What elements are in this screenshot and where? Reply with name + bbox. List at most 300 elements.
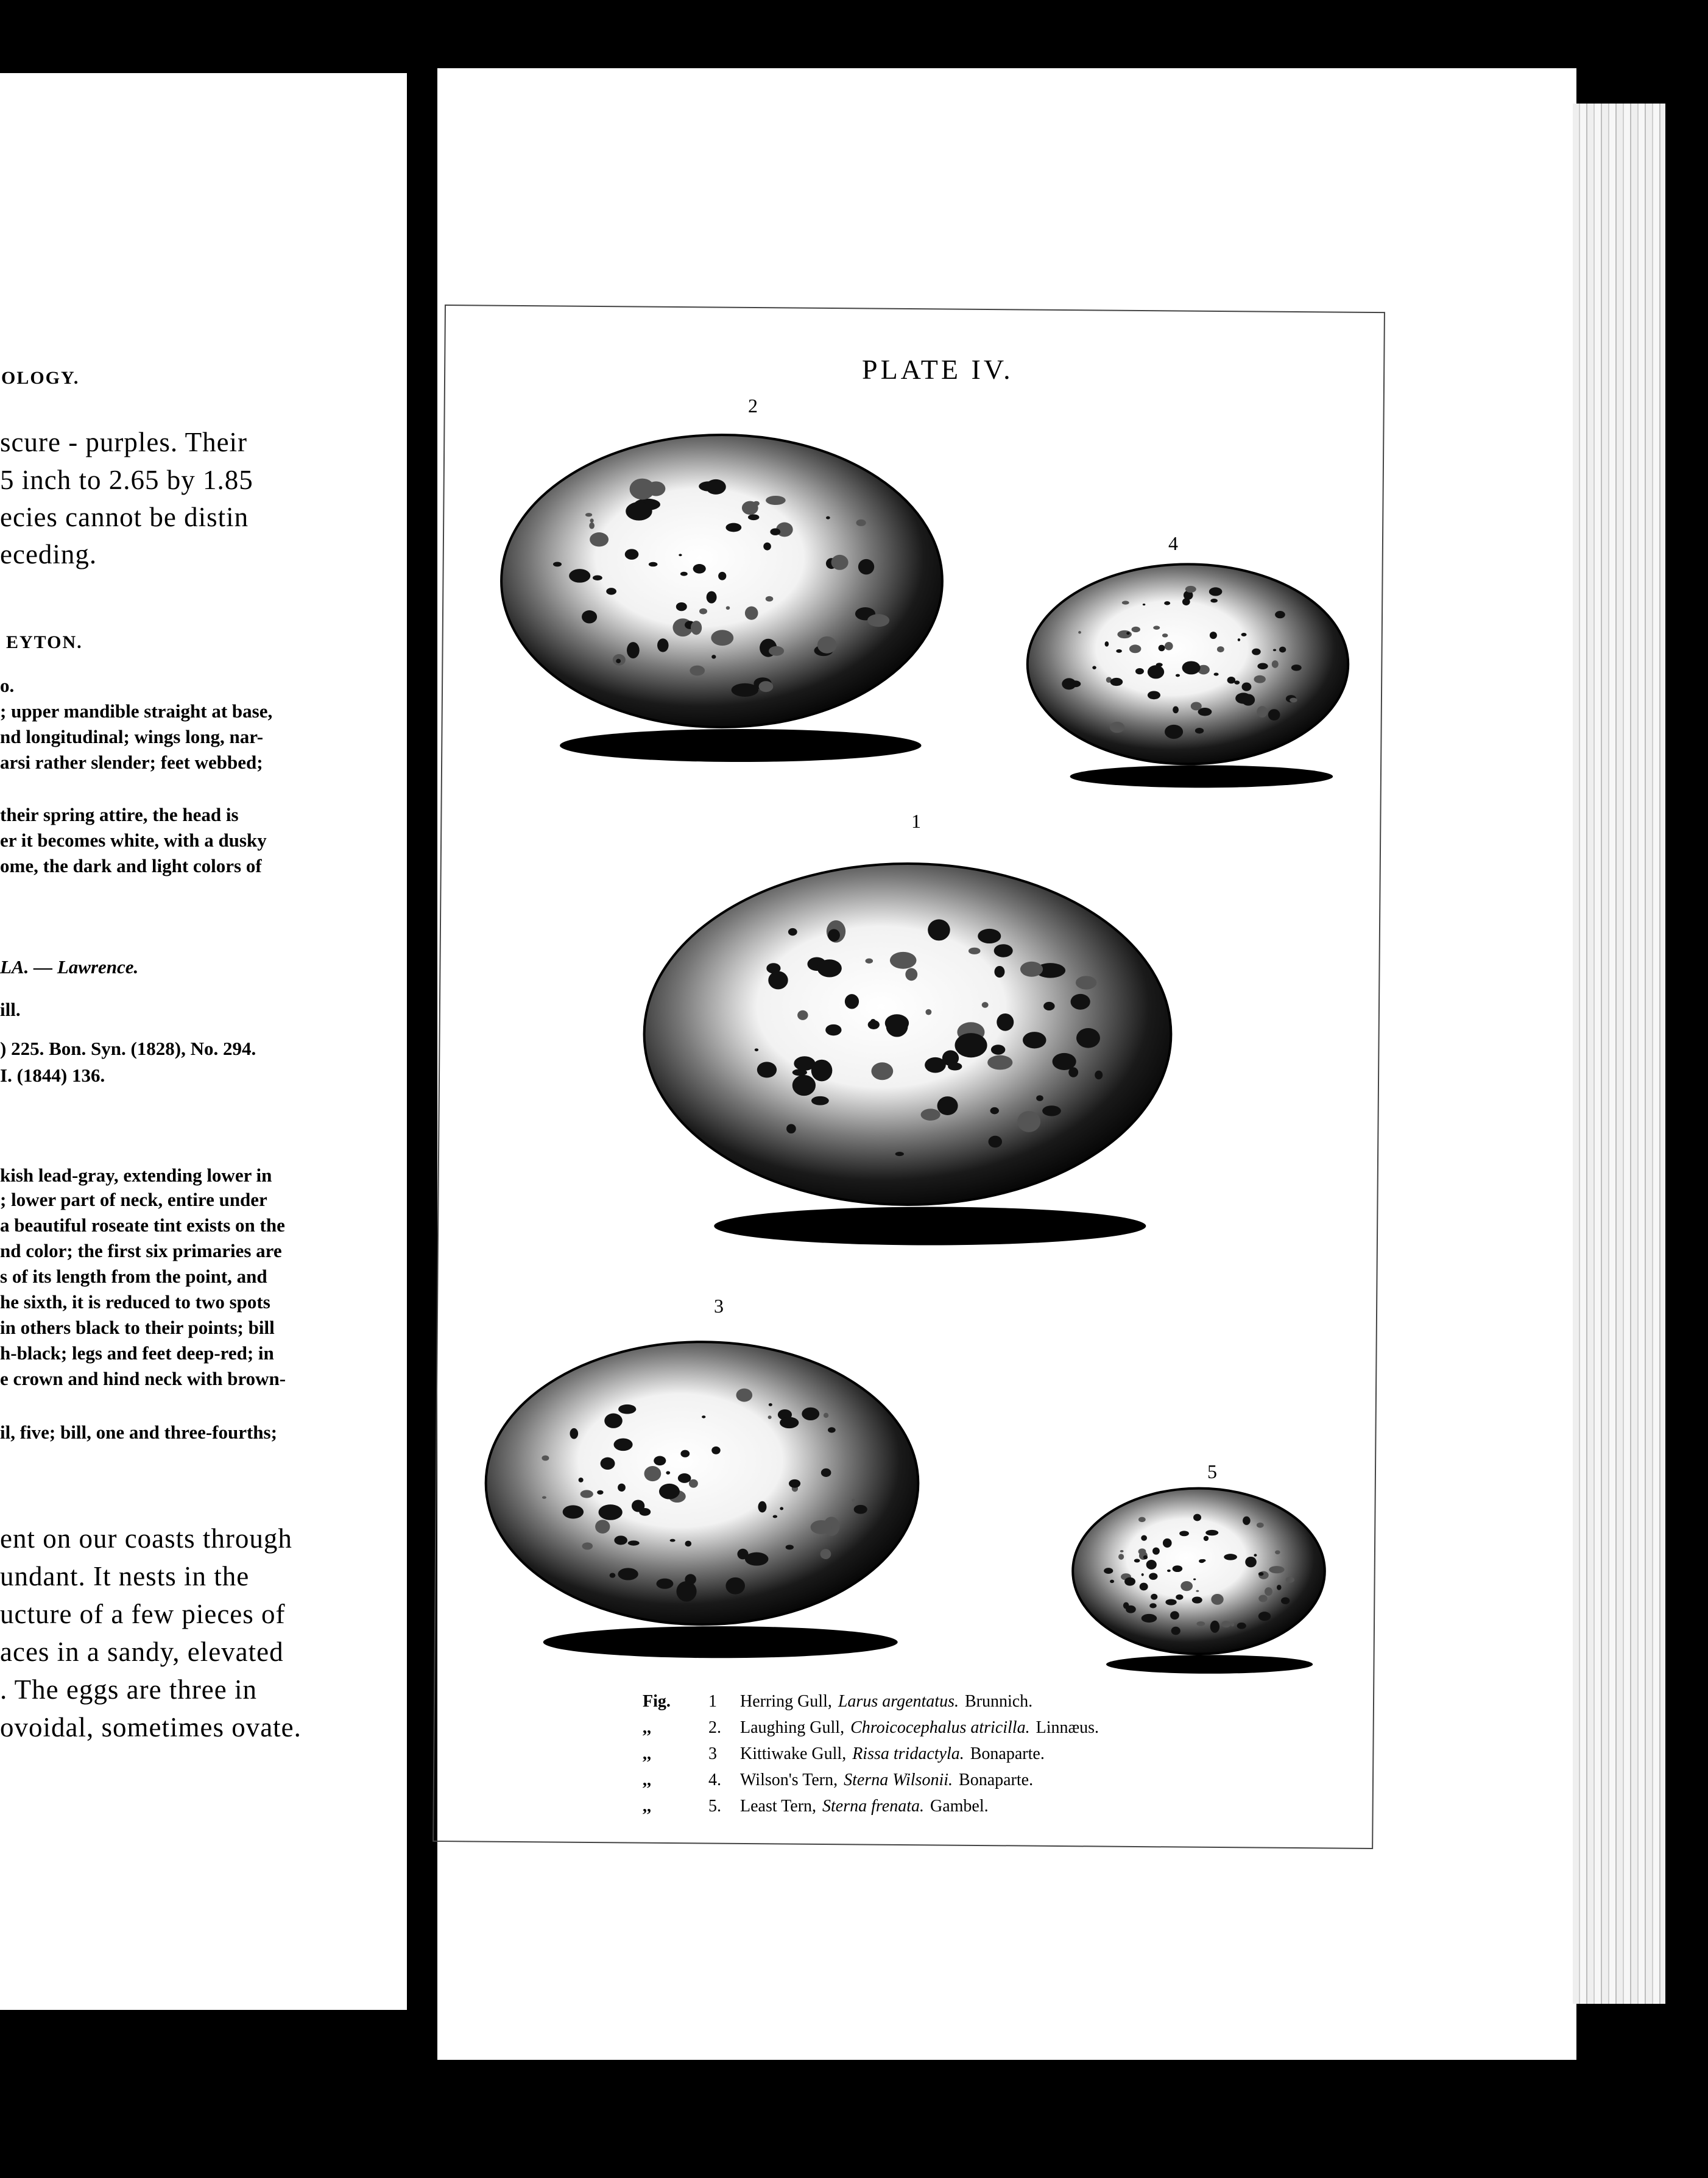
egg-speckle [1221,1621,1231,1627]
text-line: s of its length from the point, and [0,1266,267,1287]
egg-speckle [1143,604,1146,605]
text-line: il, five; bill, one and three-fourths; [0,1422,277,1443]
egg-speckle [1104,1568,1113,1574]
egg-speckle [670,1539,676,1542]
text-line: kish lead-gray, extending lower in [0,1165,272,1186]
egg-speckle [797,1010,808,1020]
egg-speckle [618,1568,638,1580]
egg-speckle [1241,682,1251,691]
egg-number: 5 [1207,1461,1217,1482]
egg-speckle [569,569,590,583]
egg-speckle [693,564,706,574]
caption-author: Brunnich. [964,1692,1033,1711]
egg-speckle [601,1457,615,1470]
egg-number: 3 [714,1295,724,1317]
egg-speckle [955,1033,987,1057]
egg-speckle [1143,1556,1148,1560]
egg-speckle [581,1490,593,1498]
egg-speckle [597,1490,603,1495]
species-common-name: ill. [0,999,21,1020]
text-line: ; lower part of neck, entire under [0,1189,267,1210]
egg-speckle [757,1062,777,1077]
egg-speckle [606,588,616,594]
egg-speckle [1165,1599,1176,1605]
egg-speckle [817,636,837,654]
egg-speckle [1171,1627,1180,1635]
egg-speckle [1126,632,1130,635]
egg-speckle [1279,647,1286,653]
text-line: arsi rather slender; feet webbed; [0,752,263,773]
egg-speckle [1153,626,1160,630]
egg-speckle [766,496,786,505]
egg-speckle [1217,646,1224,652]
egg-speckle [780,1507,783,1510]
egg-speckle [689,1479,698,1488]
egg-speckle [699,481,718,491]
egg-speckle [726,606,730,610]
egg-speckle [582,610,597,624]
egg-speckle [1193,1578,1196,1580]
egg-speckle [745,1552,769,1566]
egg-speckle [811,1096,829,1105]
egg-speckle [989,1136,1002,1148]
egg-speckle [1235,693,1251,703]
egg-speckle [690,666,705,676]
egg-speckle [1176,1595,1183,1600]
plate-captions [643,1688,1105,1819]
egg-speckle [1165,642,1173,650]
egg-speckle [1176,674,1180,677]
egg-figure-2 [487,420,956,786]
egg-speckle [711,1447,721,1454]
egg-speckle [1138,1517,1146,1522]
egg-speckle [542,1496,546,1498]
text-line: ; upper mandible straight at base, [0,700,273,722]
egg-speckle [604,1414,623,1428]
text-line: er it becomes white, with a dusky [0,830,267,851]
egg-speckle [1110,722,1124,733]
egg-speckle [1286,1577,1294,1583]
egg-speckle [1135,668,1144,674]
egg-speckle [1146,1560,1157,1570]
egg-speckle [1210,632,1217,639]
egg-speckle [1092,666,1096,669]
egg-speckle [1159,645,1165,652]
egg-speckle [632,1500,644,1512]
egg-speckle [595,1520,610,1534]
egg-speckle [656,1579,673,1589]
egg-speckle [1110,1580,1114,1583]
egg-speckle [817,959,842,977]
egg-speckle [736,1389,753,1402]
egg-speckle [1238,638,1240,641]
egg-speckle [826,516,830,520]
egg-speckle [905,968,917,981]
egg-speckle [1071,994,1090,1010]
caption-author: Bonaparte. [959,1771,1034,1789]
egg-figure-4 [1017,554,1358,804]
egg-speckle [1142,1573,1144,1576]
egg-speckle [925,1009,931,1015]
egg-speckle [628,1540,640,1545]
egg-speckle [676,1581,696,1602]
text-line: in others black to their points; bill [0,1317,275,1338]
reference-line: ) 225. Bon. Syn. (1828), No. 294. [0,1038,256,1059]
caption-scientific: Larus argentatus. [838,1692,959,1711]
egg-speckle [1241,633,1247,636]
egg-speckle [1023,1032,1046,1048]
egg-speckle [618,1404,636,1414]
text-line: ecies cannot be distin [0,502,249,532]
egg-speckle [1120,1550,1124,1552]
egg-speckle [1211,1594,1223,1605]
caption-author: Gambel. [930,1797,989,1816]
egg-speckle [794,1056,815,1071]
egg-speckle [987,1056,1012,1070]
egg-speckle [1196,1590,1199,1592]
egg-speckle [831,555,849,570]
egg-speckle [994,944,1013,957]
text-line: ucture of a few pieces of [0,1599,286,1629]
caption-row: ,, 2. Laughing Gull, Chroicocephalus atricilla. Linnæus. [643,1718,1099,1737]
egg-speckle [770,528,780,535]
egg-speckle [1195,728,1204,734]
egg-speckle [789,1479,800,1488]
egg-speckle [1149,1603,1156,1608]
egg-speckle [1182,661,1201,674]
egg-speckle [1268,709,1280,721]
egg-speckle [644,1466,662,1481]
egg-speckle [858,559,874,574]
egg-speckle [811,1520,832,1534]
caption-common: Laughing Gull, [740,1718,845,1737]
egg-speckle [1258,1595,1267,1602]
text-line: o. [0,675,15,696]
egg-figure-1 [627,847,1188,1273]
egg-speckle [990,1107,999,1114]
egg-speckle [1148,665,1164,678]
text-line: e crown and hind neck with brown- [0,1368,286,1389]
egg-speckle [1254,1554,1257,1556]
egg-speckle [725,523,741,532]
egg-speckle [630,479,655,500]
reference-line: I. (1844) 136. [0,1065,105,1086]
egg-speckle [1167,1570,1171,1572]
egg-speckle [553,562,562,566]
egg-speckle [788,928,797,936]
egg-speckle [626,502,652,521]
caption-scientific: Sterna frenata. [822,1797,924,1816]
egg-speckle [852,1499,855,1502]
egg-speckle [825,1024,841,1036]
text-line: a beautiful roseate tint exists on the [0,1214,285,1236]
egg-speckle [1243,1517,1251,1525]
egg-speckle [845,994,859,1009]
egg-speckle [654,1456,666,1466]
text-line: 5 inch to 2.65 by 1.85 [0,465,253,495]
egg-speckle [1042,1105,1061,1116]
egg-figure-3 [472,1328,932,1681]
egg-speckle [1196,1621,1205,1626]
egg-speckle [1076,1028,1100,1048]
egg-speckle [666,1471,670,1475]
text-line: ovoidal, sometimes ovate. [0,1712,302,1743]
egg-shadow [543,1626,898,1658]
egg-speckle [1254,675,1265,683]
egg-shell [501,435,942,727]
egg-speckle [1265,1587,1272,1596]
egg-speckle [1237,1623,1246,1629]
egg-speckle [821,1468,831,1477]
egg-speckle [1205,1530,1218,1535]
egg-speckle [991,1045,1005,1055]
egg-speckle [599,1504,623,1520]
caption-author: Bonaparte. [970,1744,1045,1763]
egg-speckle [994,966,1004,978]
egg-speckle [725,1577,745,1595]
egg-speckle [786,1545,794,1549]
egg-speckle [711,630,733,646]
egg-figure-5 [1065,1480,1333,1687]
egg-speckle [685,1574,696,1585]
egg-speckle [1165,725,1183,739]
egg-speckle [1078,631,1081,633]
egg-speckle [1245,1557,1257,1568]
egg-speckle [1210,1621,1219,1633]
egg-speckle [627,642,640,658]
egg-speckle [610,1573,616,1578]
egg-speckle [1036,1095,1043,1101]
egg-speckle [1152,1548,1160,1555]
egg-speckle [982,1002,989,1008]
egg-speckle [1140,1583,1148,1591]
egg-speckle [1053,1053,1076,1070]
egg-speckle [768,971,788,989]
egg-speckle [1043,1002,1054,1010]
egg-speckle [1185,586,1196,593]
egg-speckle [1076,976,1096,989]
caption-row: ,, 4. Wilson's Tern, Sterna Wilsonii. Bonaparte. [643,1771,1034,1789]
egg-speckle [563,1505,584,1518]
egg-speckle [792,1075,816,1096]
egg-speckle [589,523,595,529]
egg-speckle [1180,1581,1193,1591]
egg-speckle [702,1415,705,1419]
species-heading: LA. — Lawrence. [0,956,139,978]
egg-speckle [1179,1531,1189,1536]
egg-speckle [856,520,866,526]
egg-speckle [1162,633,1168,637]
egg-speckle [745,607,758,620]
egg-speckle [718,572,726,580]
egg-speckle [1192,1596,1202,1603]
egg-speckle [969,948,981,954]
text-line: nd color; the first six primaries are [0,1240,282,1261]
egg-speckle [773,1515,777,1518]
egg-speckle [616,659,621,663]
egg-speckle [1149,1573,1157,1579]
egg-speckle [707,591,717,604]
egg-speckle [828,1427,836,1433]
egg-speckle [590,518,594,523]
egg-speckle [1273,649,1276,652]
caption-common: Least Tern, [740,1797,817,1816]
egg-speckle [871,1062,893,1080]
egg-speckle [890,952,917,969]
egg-speckle [1173,707,1179,714]
egg-speckle [1193,1514,1201,1521]
egg-shadow [1106,1655,1313,1674]
egg-speckle [758,1501,766,1513]
text-line: nd longitudinal; wings long, nar- [0,726,264,747]
egg-speckle [742,501,758,515]
egg-speckle [1199,1559,1204,1563]
egg-speckle [1117,630,1132,638]
egg-speckle [1124,1577,1135,1586]
text-line: he sixth, it is reduced to two spots [0,1291,270,1313]
egg-speckle [1275,1550,1280,1554]
caption-scientific: Chroicocephalus atricilla. [850,1718,1030,1737]
egg-speckle [978,929,1001,943]
egg-speckle [1269,1566,1284,1573]
egg-speckle [1095,1071,1103,1080]
text-line: ent on our coasts through [0,1523,292,1554]
egg-speckle [824,1413,828,1418]
plate-title: PLATE IV. [862,354,1014,385]
page-edge-stack [1573,104,1665,2004]
egg-speckle [570,1428,578,1439]
egg-speckle [755,1048,758,1051]
egg-speckle [1148,691,1160,699]
egg-speckle [1275,611,1285,618]
egg-speckle [1252,649,1261,655]
egg-speckle [780,1417,799,1429]
egg-speckle [1209,587,1223,596]
egg-speckle [1272,660,1279,668]
caption-row: Fig. 1 Herring Gull, Larus argentatus. Brunnich. [643,1692,1033,1711]
egg-speckle [768,1415,772,1419]
egg-number: 4 [1168,532,1178,554]
egg-shell [486,1342,919,1624]
egg-speckle [748,514,759,520]
caption-common: Wilson's Tern, [740,1771,838,1789]
egg-speckle [997,1013,1014,1031]
egg-speckle [1291,664,1302,671]
caption-common: Herring Gull, [740,1692,832,1711]
egg-speckle [679,554,682,556]
egg-speckle [759,681,774,692]
egg-speckle [1277,1585,1282,1590]
egg-speckle [1234,680,1240,684]
text-line: their spring attire, the head is [0,804,239,825]
egg-speckle [1257,663,1268,670]
egg-speckle [585,513,592,516]
egg-speckle [1227,677,1236,683]
text-line: scure - purples. Their [0,427,248,457]
egg-speckle [1122,601,1129,604]
egg-speckle [678,1473,691,1483]
egg-speckle [625,549,639,560]
text-line: h-black; legs and feet deep-red; in [0,1342,274,1364]
egg-speckle [1138,1548,1146,1554]
egg-speckle [1191,702,1202,711]
egg-speckle [1126,1605,1136,1613]
egg-speckle [680,572,688,576]
egg-speckle [1141,1535,1147,1541]
egg-speckle [1290,698,1297,703]
egg-speckle [676,602,687,611]
egg-speckle [614,1535,627,1545]
caption-scientific: Sterna Wilsonii. [844,1771,953,1789]
egg-speckle [685,1541,691,1547]
egg-speckle [657,638,669,652]
egg-speckle [711,655,716,658]
egg-speckle [921,1108,940,1120]
egg-speckle [1020,962,1043,977]
egg-speckle [1258,1572,1264,1576]
text-line: ome, the dark and light colors of [0,855,262,876]
egg-speckle [1204,1536,1209,1542]
text-line: eceding. [0,539,97,569]
egg-speckle [1151,1594,1157,1600]
egg-speckle [828,929,840,941]
egg-speckle [885,1014,909,1032]
egg-speckle [1129,644,1142,653]
egg-speckle [1062,678,1076,689]
egg-speckle [766,596,774,602]
egg-speckle [1257,706,1268,717]
egg-speckle [937,1096,958,1115]
egg-speckle [1134,1559,1140,1562]
egg-speckle [680,1450,690,1457]
caption-scientific: Rissa tridactyla. [852,1744,964,1763]
egg-speckle [1110,678,1123,686]
egg-speckle [1163,1538,1172,1548]
egg-speckle [867,614,889,627]
egg-speckle [1257,1523,1264,1528]
page-header: OLOGY. [1,368,80,388]
egg-speckle [895,1152,904,1156]
text-line: aces in a sandy, elevated [0,1637,284,1667]
egg-speckle [1105,641,1109,647]
egg-speckle [1118,1554,1124,1560]
egg-shadow [560,729,922,762]
egg-speckle [854,1505,867,1514]
egg-speckle [948,1062,962,1070]
egg-speckle [1231,1623,1235,1627]
egg-speckle [1132,627,1140,632]
egg-speckle [737,1549,748,1560]
egg-speckle [582,1543,593,1550]
egg-speckle [691,621,702,635]
egg-speckle [786,1124,796,1133]
egg-speckle [866,959,873,964]
egg-speckle [579,1478,584,1482]
egg-speckle [769,1403,772,1406]
egg-speckle [542,1455,549,1461]
egg-speckle [868,1020,880,1029]
egg-speckle [614,1438,633,1451]
egg-number: 1 [911,810,921,832]
caption-common: Kittiwake Gull, [740,1744,847,1763]
egg-speckle [1224,1554,1237,1560]
egg-speckle [1258,1612,1271,1621]
caption-row: ,, 3 Kittiwake Gull, Rissa tridactyla. Bonaparte. [643,1744,1045,1763]
egg-speckle [928,919,950,940]
egg-speckle [1022,1112,1037,1123]
egg-speckle [820,1549,831,1559]
egg-speckle [802,1408,819,1420]
